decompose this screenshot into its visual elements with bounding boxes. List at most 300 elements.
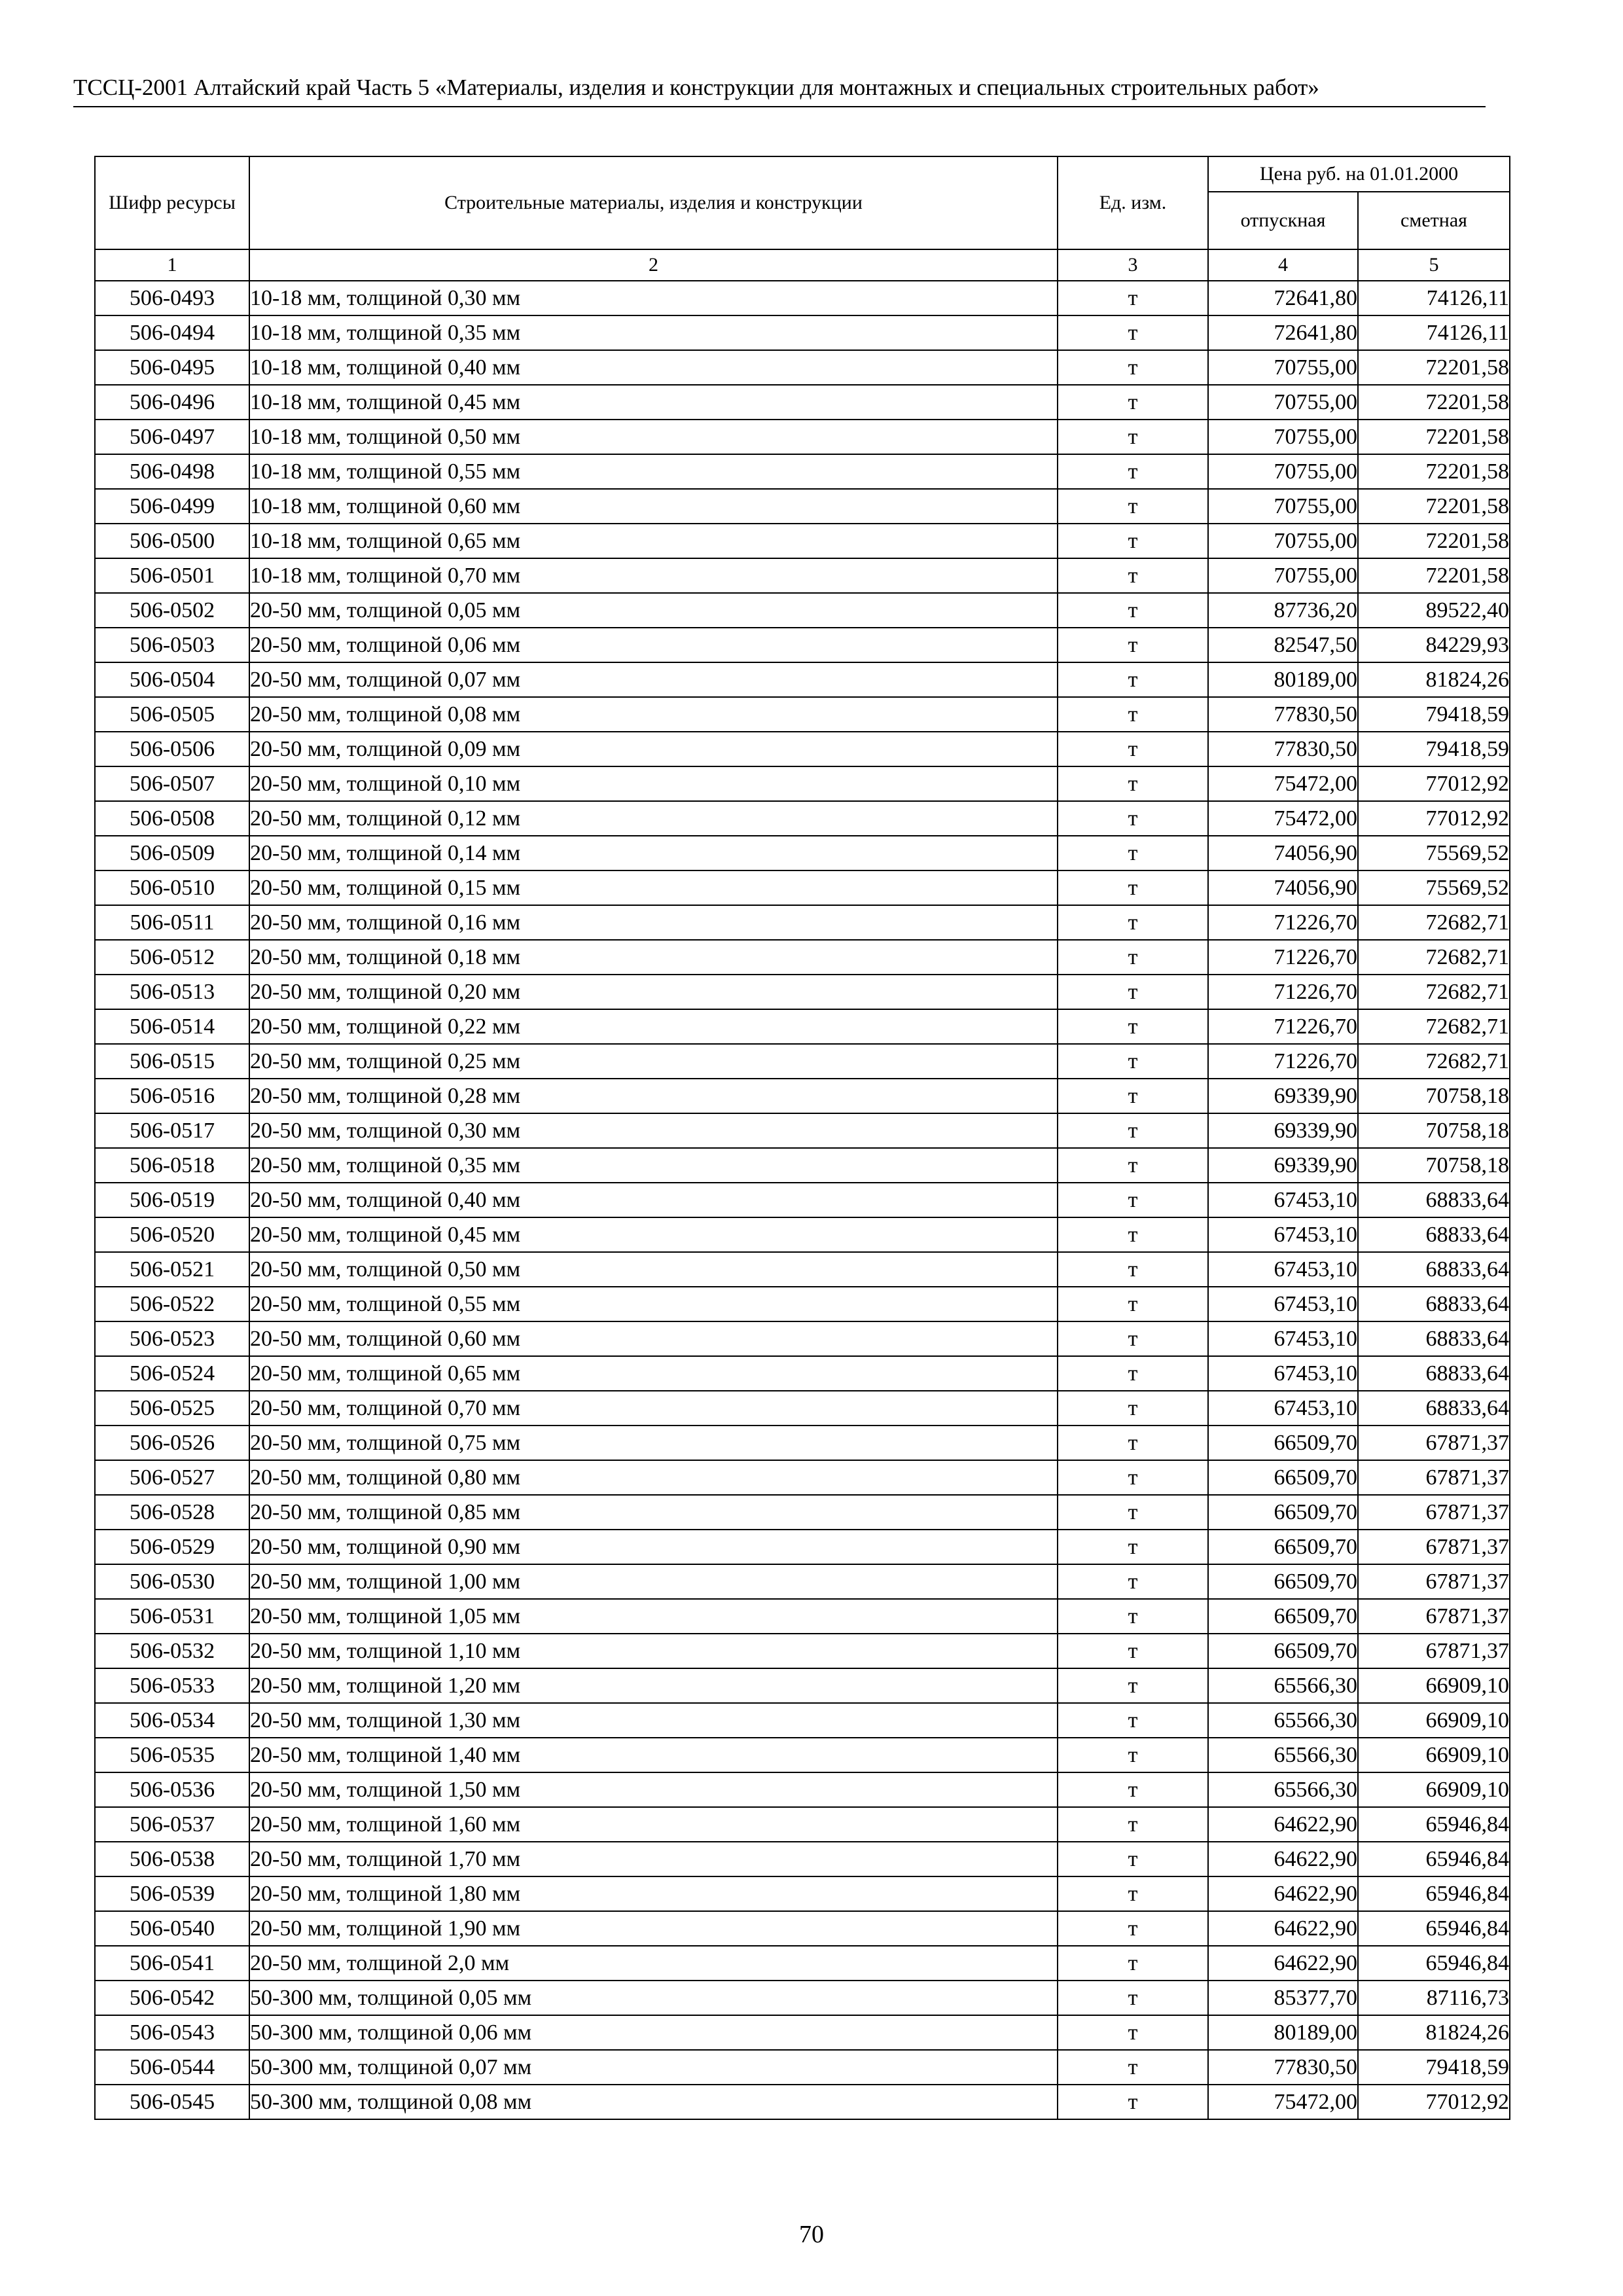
estimate-price: 72682,71 — [1358, 1009, 1510, 1044]
unit-of-measure: т — [1058, 1911, 1208, 1946]
estimate-price: 72682,71 — [1358, 905, 1510, 940]
estimate-price: 68833,64 — [1358, 1391, 1510, 1426]
table-row — [95, 1807, 1510, 1842]
resource-code: 506-0539 — [95, 1876, 249, 1911]
unit-of-measure: т — [1058, 1356, 1208, 1391]
resource-code: 506-0537 — [95, 1807, 249, 1842]
release-price: 87736,20 — [1208, 593, 1358, 628]
estimate-price: 65946,84 — [1358, 1876, 1510, 1911]
table-row — [95, 420, 1510, 454]
estimate-price: 67871,37 — [1358, 1460, 1510, 1495]
table-row — [95, 1599, 1510, 1634]
table-row — [95, 2015, 1510, 2050]
table-row — [95, 1183, 1510, 1217]
resource-code: 506-0529 — [95, 1530, 249, 1564]
estimate-price: 67871,37 — [1358, 1564, 1510, 1599]
material-description: 20-50 мм, толщиной 0,60 мм — [249, 1321, 1058, 1356]
release-price: 70755,00 — [1208, 420, 1358, 454]
unit-of-measure: т — [1058, 1391, 1208, 1426]
release-price: 66509,70 — [1208, 1460, 1358, 1495]
material-description: 20-50 мм, толщиной 2,0 мм — [249, 1946, 1058, 1981]
table-row — [95, 1530, 1510, 1564]
material-description: 20-50 мм, толщиной 1,05 мм — [249, 1599, 1058, 1634]
release-price: 66509,70 — [1208, 1564, 1358, 1599]
estimate-price: 67871,37 — [1358, 1530, 1510, 1564]
estimate-price: 70758,18 — [1358, 1148, 1510, 1183]
table-row — [95, 558, 1510, 593]
unit-of-measure: т — [1058, 662, 1208, 697]
estimate-price: 72682,71 — [1358, 940, 1510, 975]
release-price: 64622,90 — [1208, 1946, 1358, 1981]
unit-of-measure: т — [1058, 1703, 1208, 1738]
unit-of-measure: т — [1058, 1148, 1208, 1183]
resource-code: 506-0534 — [95, 1703, 249, 1738]
resource-code: 506-0518 — [95, 1148, 249, 1183]
table-body — [95, 281, 1510, 2119]
resource-code: 506-0520 — [95, 1217, 249, 1252]
resource-code: 506-0531 — [95, 1599, 249, 1634]
unit-of-measure: т — [1058, 315, 1208, 350]
material-description: 20-50 мм, толщиной 0,06 мм — [249, 628, 1058, 662]
table-row — [95, 315, 1510, 350]
unit-of-measure: т — [1058, 975, 1208, 1009]
material-description: 20-50 мм, толщиной 0,07 мм — [249, 662, 1058, 697]
unit-of-measure: т — [1058, 2085, 1208, 2119]
table-row — [95, 628, 1510, 662]
release-price: 74056,90 — [1208, 870, 1358, 905]
material-description: 10-18 мм, толщиной 0,65 мм — [249, 524, 1058, 558]
release-price: 64622,90 — [1208, 1842, 1358, 1876]
unit-of-measure: т — [1058, 2015, 1208, 2050]
release-price: 67453,10 — [1208, 1217, 1358, 1252]
resource-code: 506-0505 — [95, 697, 249, 732]
material-description: 10-18 мм, толщиной 0,70 мм — [249, 558, 1058, 593]
estimate-price: 72201,58 — [1358, 350, 1510, 385]
resource-code: 506-0511 — [95, 905, 249, 940]
resource-code: 506-0545 — [95, 2085, 249, 2119]
estimate-price: 72682,71 — [1358, 975, 1510, 1009]
estimate-price: 68833,64 — [1358, 1321, 1510, 1356]
material-description: 50-300 мм, толщиной 0,07 мм — [249, 2050, 1058, 2085]
table-row — [95, 1946, 1510, 1981]
release-price: 66509,70 — [1208, 1530, 1358, 1564]
estimate-price: 67871,37 — [1358, 1426, 1510, 1460]
release-price: 77830,50 — [1208, 2050, 1358, 2085]
estimate-price: 66909,10 — [1358, 1668, 1510, 1703]
unit-of-measure: т — [1058, 558, 1208, 593]
resource-code: 506-0544 — [95, 2050, 249, 2085]
table-row — [95, 1009, 1510, 1044]
material-description: 50-300 мм, толщиной 0,08 мм — [249, 2085, 1058, 2119]
table-row — [95, 593, 1510, 628]
unit-of-measure: т — [1058, 1807, 1208, 1842]
material-description: 20-50 мм, толщиной 1,30 мм — [249, 1703, 1058, 1738]
release-price: 72641,80 — [1208, 315, 1358, 350]
table-row — [95, 1564, 1510, 1599]
resource-code: 506-0513 — [95, 975, 249, 1009]
unit-of-measure: т — [1058, 1668, 1208, 1703]
material-description: 20-50 мм, толщиной 0,08 мм — [249, 697, 1058, 732]
release-price: 70755,00 — [1208, 489, 1358, 524]
unit-of-measure: т — [1058, 350, 1208, 385]
estimate-price: 66909,10 — [1358, 1772, 1510, 1807]
table-row — [95, 870, 1510, 905]
table-row — [95, 905, 1510, 940]
estimate-price: 68833,64 — [1358, 1356, 1510, 1391]
table-row — [95, 1842, 1510, 1876]
table-row — [95, 801, 1510, 836]
release-price: 66509,70 — [1208, 1495, 1358, 1530]
unit-of-measure: т — [1058, 2050, 1208, 2085]
table-row — [95, 1356, 1510, 1391]
resource-code: 506-0523 — [95, 1321, 249, 1356]
column-header-estimate-price: сметная — [1358, 192, 1510, 249]
document-header: ТССЦ-2001 Алтайский край Часть 5 «Материалы, изделия и конструкции для монтажных и специальных строительных работ» — [73, 75, 1319, 100]
resource-code: 506-0538 — [95, 1842, 249, 1876]
unit-of-measure: т — [1058, 766, 1208, 801]
material-description: 20-50 мм, толщиной 0,10 мм — [249, 766, 1058, 801]
table-row — [95, 766, 1510, 801]
estimate-price: 84229,93 — [1358, 628, 1510, 662]
resource-code: 506-0533 — [95, 1668, 249, 1703]
unit-of-measure: т — [1058, 385, 1208, 420]
resource-code: 506-0507 — [95, 766, 249, 801]
material-description: 10-18 мм, толщиной 0,30 мм — [249, 281, 1058, 315]
table-row — [95, 1044, 1510, 1079]
resource-code: 506-0540 — [95, 1911, 249, 1946]
table-row — [95, 1634, 1510, 1668]
estimate-price: 81824,26 — [1358, 662, 1510, 697]
material-description: 20-50 мм, толщиной 0,55 мм — [249, 1287, 1058, 1321]
estimate-price: 67871,37 — [1358, 1634, 1510, 1668]
release-price: 69339,90 — [1208, 1148, 1358, 1183]
table-row — [95, 1079, 1510, 1113]
resource-code: 506-0536 — [95, 1772, 249, 1807]
resource-code: 506-0510 — [95, 870, 249, 905]
resource-code: 506-0521 — [95, 1252, 249, 1287]
material-description: 20-50 мм, толщиной 0,22 мм — [249, 1009, 1058, 1044]
resource-code: 506-0508 — [95, 801, 249, 836]
release-price: 71226,70 — [1208, 905, 1358, 940]
material-description: 50-300 мм, толщиной 0,05 мм — [249, 1981, 1058, 2015]
release-price: 64622,90 — [1208, 1911, 1358, 1946]
material-description: 20-50 мм, толщиной 0,85 мм — [249, 1495, 1058, 1530]
resource-code: 506-0524 — [95, 1356, 249, 1391]
table-row — [95, 1287, 1510, 1321]
material-description: 20-50 мм, толщиной 0,75 мм — [249, 1426, 1058, 1460]
table-row — [95, 454, 1510, 489]
material-description: 20-50 мм, толщиной 0,20 мм — [249, 975, 1058, 1009]
resource-code: 506-0514 — [95, 1009, 249, 1044]
release-price: 67453,10 — [1208, 1183, 1358, 1217]
resource-code: 506-0496 — [95, 385, 249, 420]
unit-of-measure: т — [1058, 628, 1208, 662]
material-description: 10-18 мм, толщиной 0,55 мм — [249, 454, 1058, 489]
unit-of-measure: т — [1058, 454, 1208, 489]
unit-of-measure: т — [1058, 1321, 1208, 1356]
release-price: 65566,30 — [1208, 1668, 1358, 1703]
release-price: 71226,70 — [1208, 1044, 1358, 1079]
column-number: 4 — [1208, 249, 1358, 281]
release-price: 72641,80 — [1208, 281, 1358, 315]
unit-of-measure: т — [1058, 1044, 1208, 1079]
release-price: 70755,00 — [1208, 350, 1358, 385]
resource-code: 506-0525 — [95, 1391, 249, 1426]
resource-code: 506-0499 — [95, 489, 249, 524]
material-description: 20-50 мм, толщиной 0,15 мм — [249, 870, 1058, 905]
release-price: 80189,00 — [1208, 662, 1358, 697]
resource-code: 506-0530 — [95, 1564, 249, 1599]
column-number: 3 — [1058, 249, 1208, 281]
release-price: 75472,00 — [1208, 2085, 1358, 2119]
estimate-price: 65946,84 — [1358, 1946, 1510, 1981]
material-description: 20-50 мм, толщиной 0,45 мм — [249, 1217, 1058, 1252]
unit-of-measure: т — [1058, 1981, 1208, 2015]
material-description: 10-18 мм, толщиной 0,60 мм — [249, 489, 1058, 524]
material-description: 10-18 мм, толщиной 0,40 мм — [249, 350, 1058, 385]
unit-of-measure: т — [1058, 1634, 1208, 1668]
material-description: 20-50 мм, толщиной 1,60 мм — [249, 1807, 1058, 1842]
estimate-price: 66909,10 — [1358, 1703, 1510, 1738]
column-header-name: Строительные материалы, изделия и конструкции — [249, 156, 1058, 249]
estimate-price: 70758,18 — [1358, 1079, 1510, 1113]
estimate-price: 74126,11 — [1358, 281, 1510, 315]
release-price: 66509,70 — [1208, 1599, 1358, 1634]
material-description: 20-50 мм, толщиной 0,30 мм — [249, 1113, 1058, 1148]
release-price: 67453,10 — [1208, 1321, 1358, 1356]
material-description: 20-50 мм, толщиной 1,40 мм — [249, 1738, 1058, 1772]
estimate-price: 68833,64 — [1358, 1287, 1510, 1321]
table-row — [95, 662, 1510, 697]
release-price: 66509,70 — [1208, 1634, 1358, 1668]
material-description: 50-300 мм, толщиной 0,06 мм — [249, 2015, 1058, 2050]
table-row — [95, 1252, 1510, 1287]
estimate-price: 79418,59 — [1358, 2050, 1510, 2085]
material-description: 20-50 мм, толщиной 1,90 мм — [249, 1911, 1058, 1946]
price-table — [94, 156, 1510, 2120]
resource-code: 506-0528 — [95, 1495, 249, 1530]
estimate-price: 77012,92 — [1358, 2085, 1510, 2119]
table-row — [95, 350, 1510, 385]
estimate-price: 72201,58 — [1358, 454, 1510, 489]
release-price: 75472,00 — [1208, 801, 1358, 836]
release-price: 82547,50 — [1208, 628, 1358, 662]
column-header-price-group: Цена руб. на 01.01.2000 — [1208, 156, 1510, 192]
table-row — [95, 489, 1510, 524]
release-price: 77830,50 — [1208, 732, 1358, 766]
release-price: 65566,30 — [1208, 1772, 1358, 1807]
resource-code: 506-0542 — [95, 1981, 249, 2015]
release-price: 67453,10 — [1208, 1287, 1358, 1321]
resource-code: 506-0541 — [95, 1946, 249, 1981]
estimate-price: 72682,71 — [1358, 1044, 1510, 1079]
unit-of-measure: т — [1058, 593, 1208, 628]
release-price: 70755,00 — [1208, 558, 1358, 593]
release-price: 66509,70 — [1208, 1426, 1358, 1460]
release-price: 80189,00 — [1208, 2015, 1358, 2050]
release-price: 77830,50 — [1208, 697, 1358, 732]
unit-of-measure: т — [1058, 489, 1208, 524]
material-description: 20-50 мм, толщиной 0,16 мм — [249, 905, 1058, 940]
resource-code: 506-0527 — [95, 1460, 249, 1495]
table-row — [95, 1772, 1510, 1807]
resource-code: 506-0543 — [95, 2015, 249, 2050]
table-row — [95, 1321, 1510, 1356]
estimate-price: 75569,52 — [1358, 870, 1510, 905]
material-description: 20-50 мм, толщиной 0,14 мм — [249, 836, 1058, 870]
estimate-price: 66909,10 — [1358, 1738, 1510, 1772]
material-description: 20-50 мм, толщиной 0,35 мм — [249, 1148, 1058, 1183]
column-numbers-row — [95, 249, 1510, 281]
resource-code: 506-0522 — [95, 1287, 249, 1321]
table-row — [95, 385, 1510, 420]
header-divider — [73, 106, 1486, 107]
resource-code: 506-0512 — [95, 940, 249, 975]
unit-of-measure: т — [1058, 1217, 1208, 1252]
material-description: 20-50 мм, толщиной 1,50 мм — [249, 1772, 1058, 1807]
unit-of-measure: т — [1058, 1079, 1208, 1113]
table-row — [95, 1981, 1510, 2015]
material-description: 10-18 мм, толщиной 0,50 мм — [249, 420, 1058, 454]
resource-code: 506-0535 — [95, 1738, 249, 1772]
unit-of-measure: т — [1058, 1772, 1208, 1807]
resource-code: 506-0515 — [95, 1044, 249, 1079]
table-row — [95, 1738, 1510, 1772]
unit-of-measure: т — [1058, 836, 1208, 870]
table-row — [95, 1217, 1510, 1252]
table-row — [95, 732, 1510, 766]
release-price: 64622,90 — [1208, 1807, 1358, 1842]
unit-of-measure: т — [1058, 1495, 1208, 1530]
material-description: 20-50 мм, толщиной 0,12 мм — [249, 801, 1058, 836]
column-header-code: Шифр ресурсы — [95, 156, 249, 249]
table-row — [95, 1391, 1510, 1426]
unit-of-measure: т — [1058, 524, 1208, 558]
release-price: 75472,00 — [1208, 766, 1358, 801]
resource-code: 506-0519 — [95, 1183, 249, 1217]
estimate-price: 74126,11 — [1358, 315, 1510, 350]
resource-code: 506-0501 — [95, 558, 249, 593]
unit-of-measure: т — [1058, 1287, 1208, 1321]
material-description: 20-50 мм, толщиной 0,18 мм — [249, 940, 1058, 975]
column-number: 5 — [1358, 249, 1510, 281]
unit-of-measure: т — [1058, 420, 1208, 454]
unit-of-measure: т — [1058, 1426, 1208, 1460]
material-description: 10-18 мм, толщиной 0,45 мм — [249, 385, 1058, 420]
column-number: 2 — [249, 249, 1058, 281]
unit-of-measure: т — [1058, 1738, 1208, 1772]
release-price: 67453,10 — [1208, 1252, 1358, 1287]
resource-code: 506-0532 — [95, 1634, 249, 1668]
material-description: 20-50 мм, толщиной 0,80 мм — [249, 1460, 1058, 1495]
estimate-price: 75569,52 — [1358, 836, 1510, 870]
unit-of-measure: т — [1058, 940, 1208, 975]
material-description: 20-50 мм, толщиной 1,00 мм — [249, 1564, 1058, 1599]
material-description: 20-50 мм, толщиной 0,25 мм — [249, 1044, 1058, 1079]
page-number: 70 — [799, 2221, 824, 2248]
release-price: 69339,90 — [1208, 1113, 1358, 1148]
unit-of-measure: т — [1058, 870, 1208, 905]
estimate-price: 87116,73 — [1358, 1981, 1510, 2015]
table-row — [95, 1911, 1510, 1946]
estimate-price: 77012,92 — [1358, 801, 1510, 836]
table-row — [95, 2050, 1510, 2085]
release-price: 85377,70 — [1208, 1981, 1358, 2015]
column-header-unit: Ед. изм. — [1058, 156, 1208, 249]
estimate-price: 79418,59 — [1358, 732, 1510, 766]
column-number: 1 — [95, 249, 249, 281]
material-description: 20-50 мм, толщиной 0,90 мм — [249, 1530, 1058, 1564]
material-description: 20-50 мм, толщиной 1,80 мм — [249, 1876, 1058, 1911]
material-description: 20-50 мм, толщиной 0,70 мм — [249, 1391, 1058, 1426]
unit-of-measure: т — [1058, 1842, 1208, 1876]
table-row — [95, 836, 1510, 870]
table-row — [95, 975, 1510, 1009]
table-row — [95, 1426, 1510, 1460]
table-row — [95, 1113, 1510, 1148]
estimate-price: 68833,64 — [1358, 1183, 1510, 1217]
resource-code: 506-0500 — [95, 524, 249, 558]
release-price: 67453,10 — [1208, 1356, 1358, 1391]
release-price: 70755,00 — [1208, 454, 1358, 489]
resource-code: 506-0516 — [95, 1079, 249, 1113]
table-row — [95, 940, 1510, 975]
resource-code: 506-0503 — [95, 628, 249, 662]
estimate-price: 67871,37 — [1358, 1599, 1510, 1634]
resource-code: 506-0493 — [95, 281, 249, 315]
release-price: 65566,30 — [1208, 1703, 1358, 1738]
unit-of-measure: т — [1058, 1183, 1208, 1217]
unit-of-measure: т — [1058, 1876, 1208, 1911]
table-row — [95, 697, 1510, 732]
resource-code: 506-0502 — [95, 593, 249, 628]
release-price: 71226,70 — [1208, 940, 1358, 975]
table-row — [95, 1668, 1510, 1703]
material-description: 20-50 мм, толщиной 0,09 мм — [249, 732, 1058, 766]
table-row — [95, 1703, 1510, 1738]
estimate-price: 72201,58 — [1358, 420, 1510, 454]
unit-of-measure: т — [1058, 697, 1208, 732]
unit-of-measure: т — [1058, 801, 1208, 836]
unit-of-measure: т — [1058, 732, 1208, 766]
unit-of-measure: т — [1058, 1564, 1208, 1599]
unit-of-measure: т — [1058, 281, 1208, 315]
estimate-price: 77012,92 — [1358, 766, 1510, 801]
estimate-price: 79418,59 — [1358, 697, 1510, 732]
table-row — [95, 1876, 1510, 1911]
unit-of-measure: т — [1058, 1460, 1208, 1495]
estimate-price: 72201,58 — [1358, 489, 1510, 524]
estimate-price: 81824,26 — [1358, 2015, 1510, 2050]
estimate-price: 72201,58 — [1358, 558, 1510, 593]
material-description: 20-50 мм, толщиной 1,70 мм — [249, 1842, 1058, 1876]
release-price: 69339,90 — [1208, 1079, 1358, 1113]
release-price: 71226,70 — [1208, 1009, 1358, 1044]
estimate-price: 70758,18 — [1358, 1113, 1510, 1148]
unit-of-measure: т — [1058, 1946, 1208, 1981]
unit-of-measure: т — [1058, 1252, 1208, 1287]
resource-code: 506-0526 — [95, 1426, 249, 1460]
unit-of-measure: т — [1058, 1009, 1208, 1044]
table-row — [95, 1148, 1510, 1183]
resource-code: 506-0504 — [95, 662, 249, 697]
material-description: 20-50 мм, толщиной 0,05 мм — [249, 593, 1058, 628]
resource-code: 506-0495 — [95, 350, 249, 385]
resource-code: 506-0497 — [95, 420, 249, 454]
resource-code: 506-0498 — [95, 454, 249, 489]
table-row — [95, 2085, 1510, 2119]
material-description: 10-18 мм, толщиной 0,35 мм — [249, 315, 1058, 350]
